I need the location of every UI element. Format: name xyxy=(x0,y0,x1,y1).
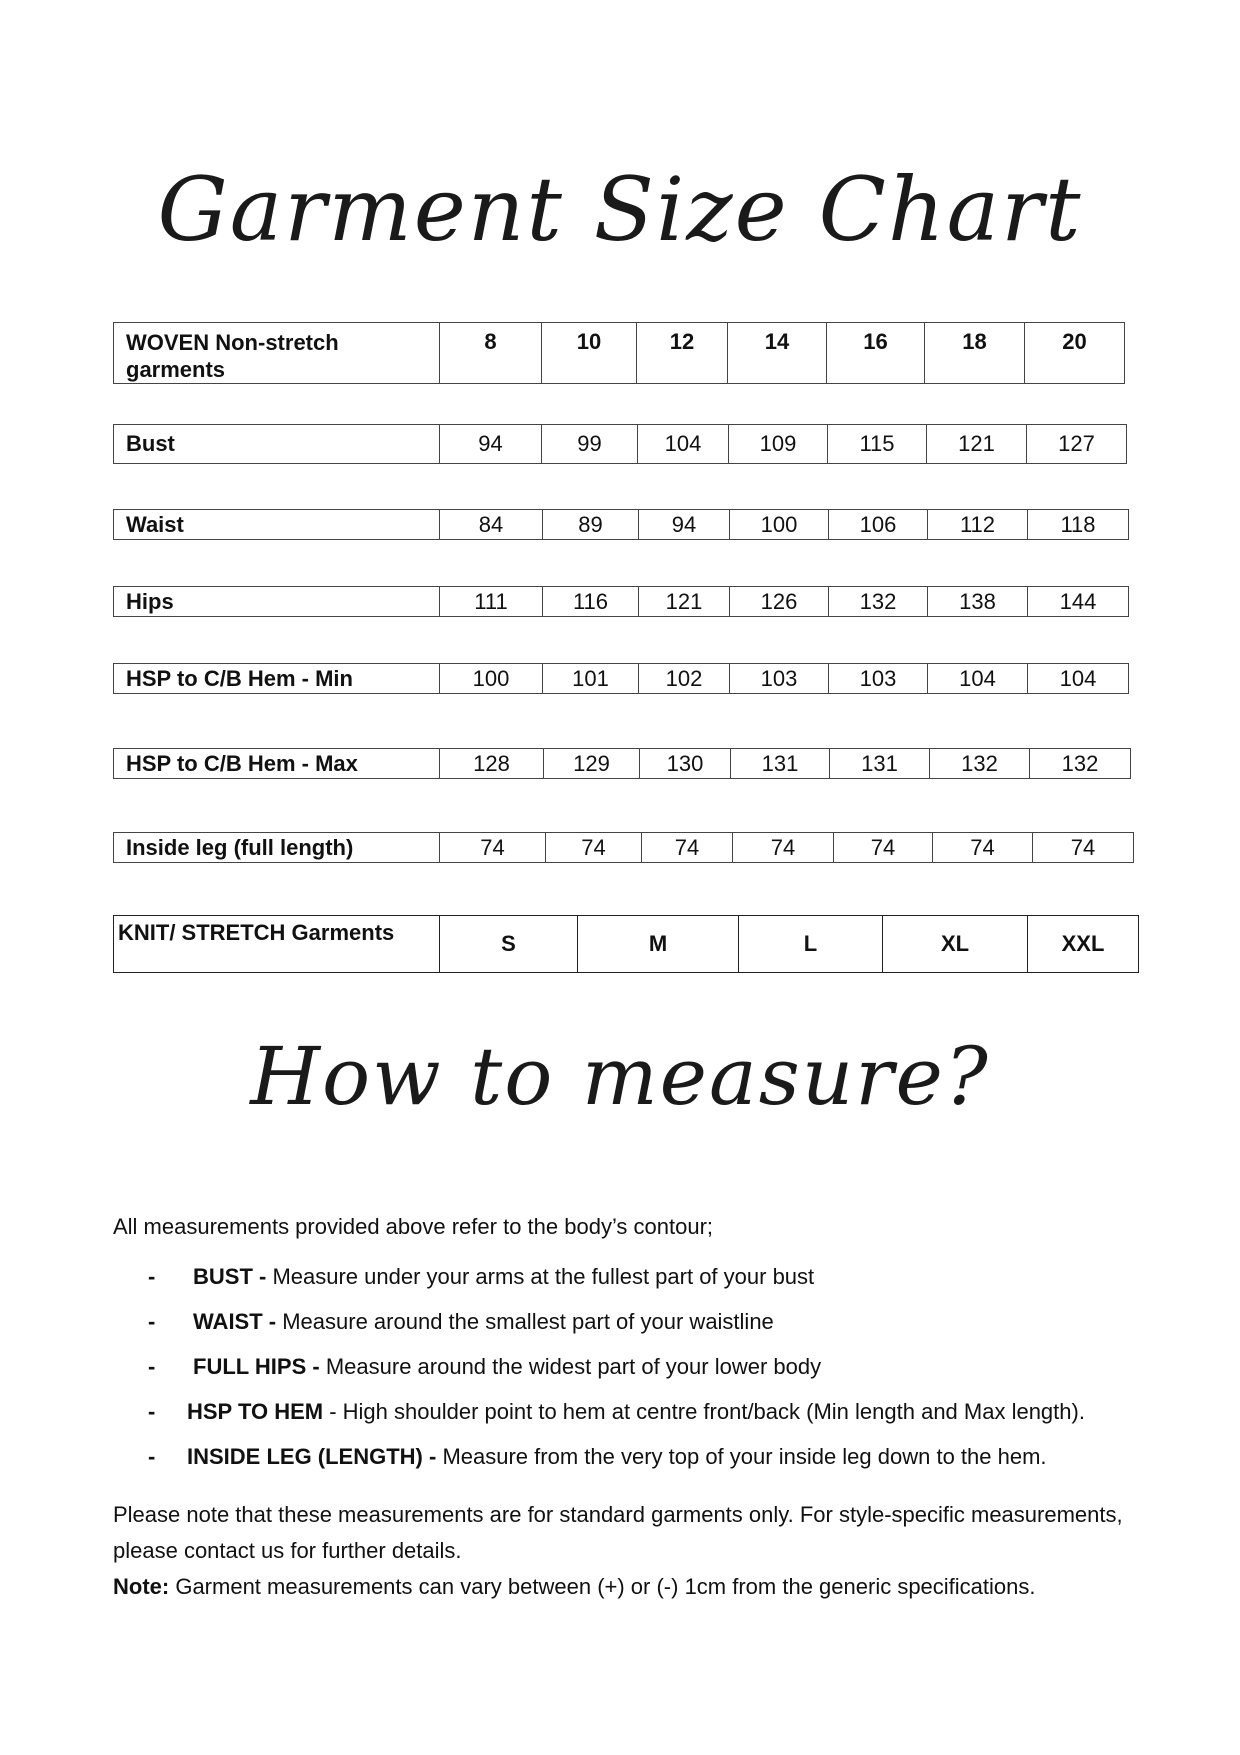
size-header: 12 xyxy=(637,323,728,384)
list-dash: - xyxy=(148,1354,156,1379)
list-dash: - xyxy=(148,1399,156,1424)
table-cell: 100 xyxy=(730,510,829,540)
table-cell: 116 xyxy=(543,587,639,617)
table-cell: 103 xyxy=(730,664,829,694)
table-cell: 138 xyxy=(928,587,1028,617)
note-text: Garment measurements can vary between (+) or (-) 1cm from the generic specifications. xyxy=(169,1574,1036,1599)
table-cell: 100 xyxy=(440,664,543,694)
size-header: 8 xyxy=(440,323,542,384)
table-row xyxy=(114,425,1127,464)
table-cell: 115 xyxy=(828,425,927,464)
size-header: 10 xyxy=(542,323,637,384)
row-label: Hips xyxy=(114,587,440,617)
term-label: BUST - xyxy=(193,1264,267,1289)
table-cell: 128 xyxy=(440,749,544,779)
table-cell: 132 xyxy=(1030,749,1131,779)
table-row xyxy=(114,587,1129,617)
list-dash: - xyxy=(148,1264,156,1289)
table-cell: 103 xyxy=(829,664,928,694)
inside-leg-table xyxy=(113,832,1134,863)
table-cell: 111 xyxy=(440,587,543,617)
list-dash: - xyxy=(148,1444,156,1469)
standard-garments-note: Please note that these measurements are for standard garments only. For style-specific measurements, please contact us for further details. xyxy=(113,1502,1123,1563)
size-header: 18 xyxy=(925,323,1025,384)
woven-header-table xyxy=(113,322,1125,384)
woven-header-label: WOVEN Non-stretch garments xyxy=(114,323,440,384)
table-cell: 131 xyxy=(731,749,830,779)
knit-size: L xyxy=(739,916,883,973)
term-description: Measure from the very top of your inside leg down to the hem. xyxy=(436,1444,1047,1469)
table-cell: 74 xyxy=(440,833,546,863)
term-label: FULL HIPS - xyxy=(193,1354,320,1379)
knit-size: M xyxy=(578,916,739,973)
knit-size: S xyxy=(440,916,578,973)
table-cell: 104 xyxy=(1028,664,1129,694)
table-cell: 101 xyxy=(543,664,639,694)
table-cell: 89 xyxy=(543,510,639,540)
table-cell: 74 xyxy=(642,833,733,863)
term-label: HSP TO HEM xyxy=(187,1399,324,1424)
table-cell: 94 xyxy=(440,425,542,464)
hsp-min-table xyxy=(113,663,1129,694)
intro-text: All measurements provided above refer to the body’s contour; xyxy=(113,1214,714,1239)
table-cell: 74 xyxy=(733,833,834,863)
table-row xyxy=(114,510,1129,540)
table-cell: 74 xyxy=(933,833,1033,863)
table-row xyxy=(114,664,1129,694)
waist-table xyxy=(113,509,1129,540)
table-cell: 104 xyxy=(638,425,729,464)
knit-label: KNIT/ STRETCH Garments xyxy=(114,916,440,973)
row-label: HSP to C/B Hem - Max xyxy=(114,749,440,779)
bust-table xyxy=(113,424,1127,464)
tolerance-note xyxy=(113,1569,1036,1605)
table-cell: 118 xyxy=(1028,510,1129,540)
hsp-max-table xyxy=(113,748,1131,779)
size-header: 16 xyxy=(827,323,925,384)
table-cell: 132 xyxy=(829,587,928,617)
size-header: 20 xyxy=(1025,323,1125,384)
table-cell: 74 xyxy=(546,833,642,863)
table-cell: 102 xyxy=(639,664,730,694)
table-cell: 144 xyxy=(1028,587,1129,617)
term-label: INSIDE LEG (LENGTH) - xyxy=(187,1444,437,1469)
table-cell: 84 xyxy=(440,510,543,540)
row-label: Inside leg (full length) xyxy=(114,833,440,863)
row-label: Waist xyxy=(114,510,440,540)
table-cell: 112 xyxy=(928,510,1028,540)
table-cell: 130 xyxy=(640,749,731,779)
table-cell: 131 xyxy=(830,749,930,779)
page-title: Garment Size Chart xyxy=(157,158,1083,261)
table-cell: 99 xyxy=(542,425,638,464)
table-cell: 121 xyxy=(927,425,1027,464)
woven-header-row xyxy=(114,323,1125,384)
knit-size: XL xyxy=(883,916,1028,973)
table-cell: 74 xyxy=(834,833,933,863)
term-description: - High shoulder point to hem at centre front/back (Min length and Max length). xyxy=(323,1399,1085,1424)
table-cell: 132 xyxy=(930,749,1030,779)
table-cell: 104 xyxy=(928,664,1028,694)
table-cell: 109 xyxy=(729,425,828,464)
knit-row xyxy=(114,916,1139,973)
table-cell: 127 xyxy=(1027,425,1127,464)
table-cell: 94 xyxy=(639,510,730,540)
term-description: Measure around the smallest part of your waistline xyxy=(276,1309,774,1334)
table-cell: 74 xyxy=(1033,833,1134,863)
note-label: Note: xyxy=(113,1574,170,1599)
table-row xyxy=(114,833,1134,863)
how-to-measure-title: How to measure? xyxy=(250,1030,990,1123)
size-header: 14 xyxy=(728,323,827,384)
table-cell: 106 xyxy=(829,510,928,540)
knit-table xyxy=(113,915,1139,973)
knit-size: XXL xyxy=(1028,916,1139,973)
hips-table xyxy=(113,586,1129,617)
table-cell: 129 xyxy=(544,749,640,779)
row-label: Bust xyxy=(114,425,440,464)
term-description: Measure around the widest part of your lower body xyxy=(319,1354,822,1379)
term-label: WAIST - xyxy=(193,1309,277,1334)
table-cell: 126 xyxy=(730,587,829,617)
row-label: HSP to C/B Hem - Min xyxy=(114,664,440,694)
table-row xyxy=(114,749,1131,779)
list-dash: - xyxy=(148,1309,156,1334)
term-description: Measure under your arms at the fullest part of your bust xyxy=(266,1264,815,1289)
table-cell: 121 xyxy=(639,587,730,617)
